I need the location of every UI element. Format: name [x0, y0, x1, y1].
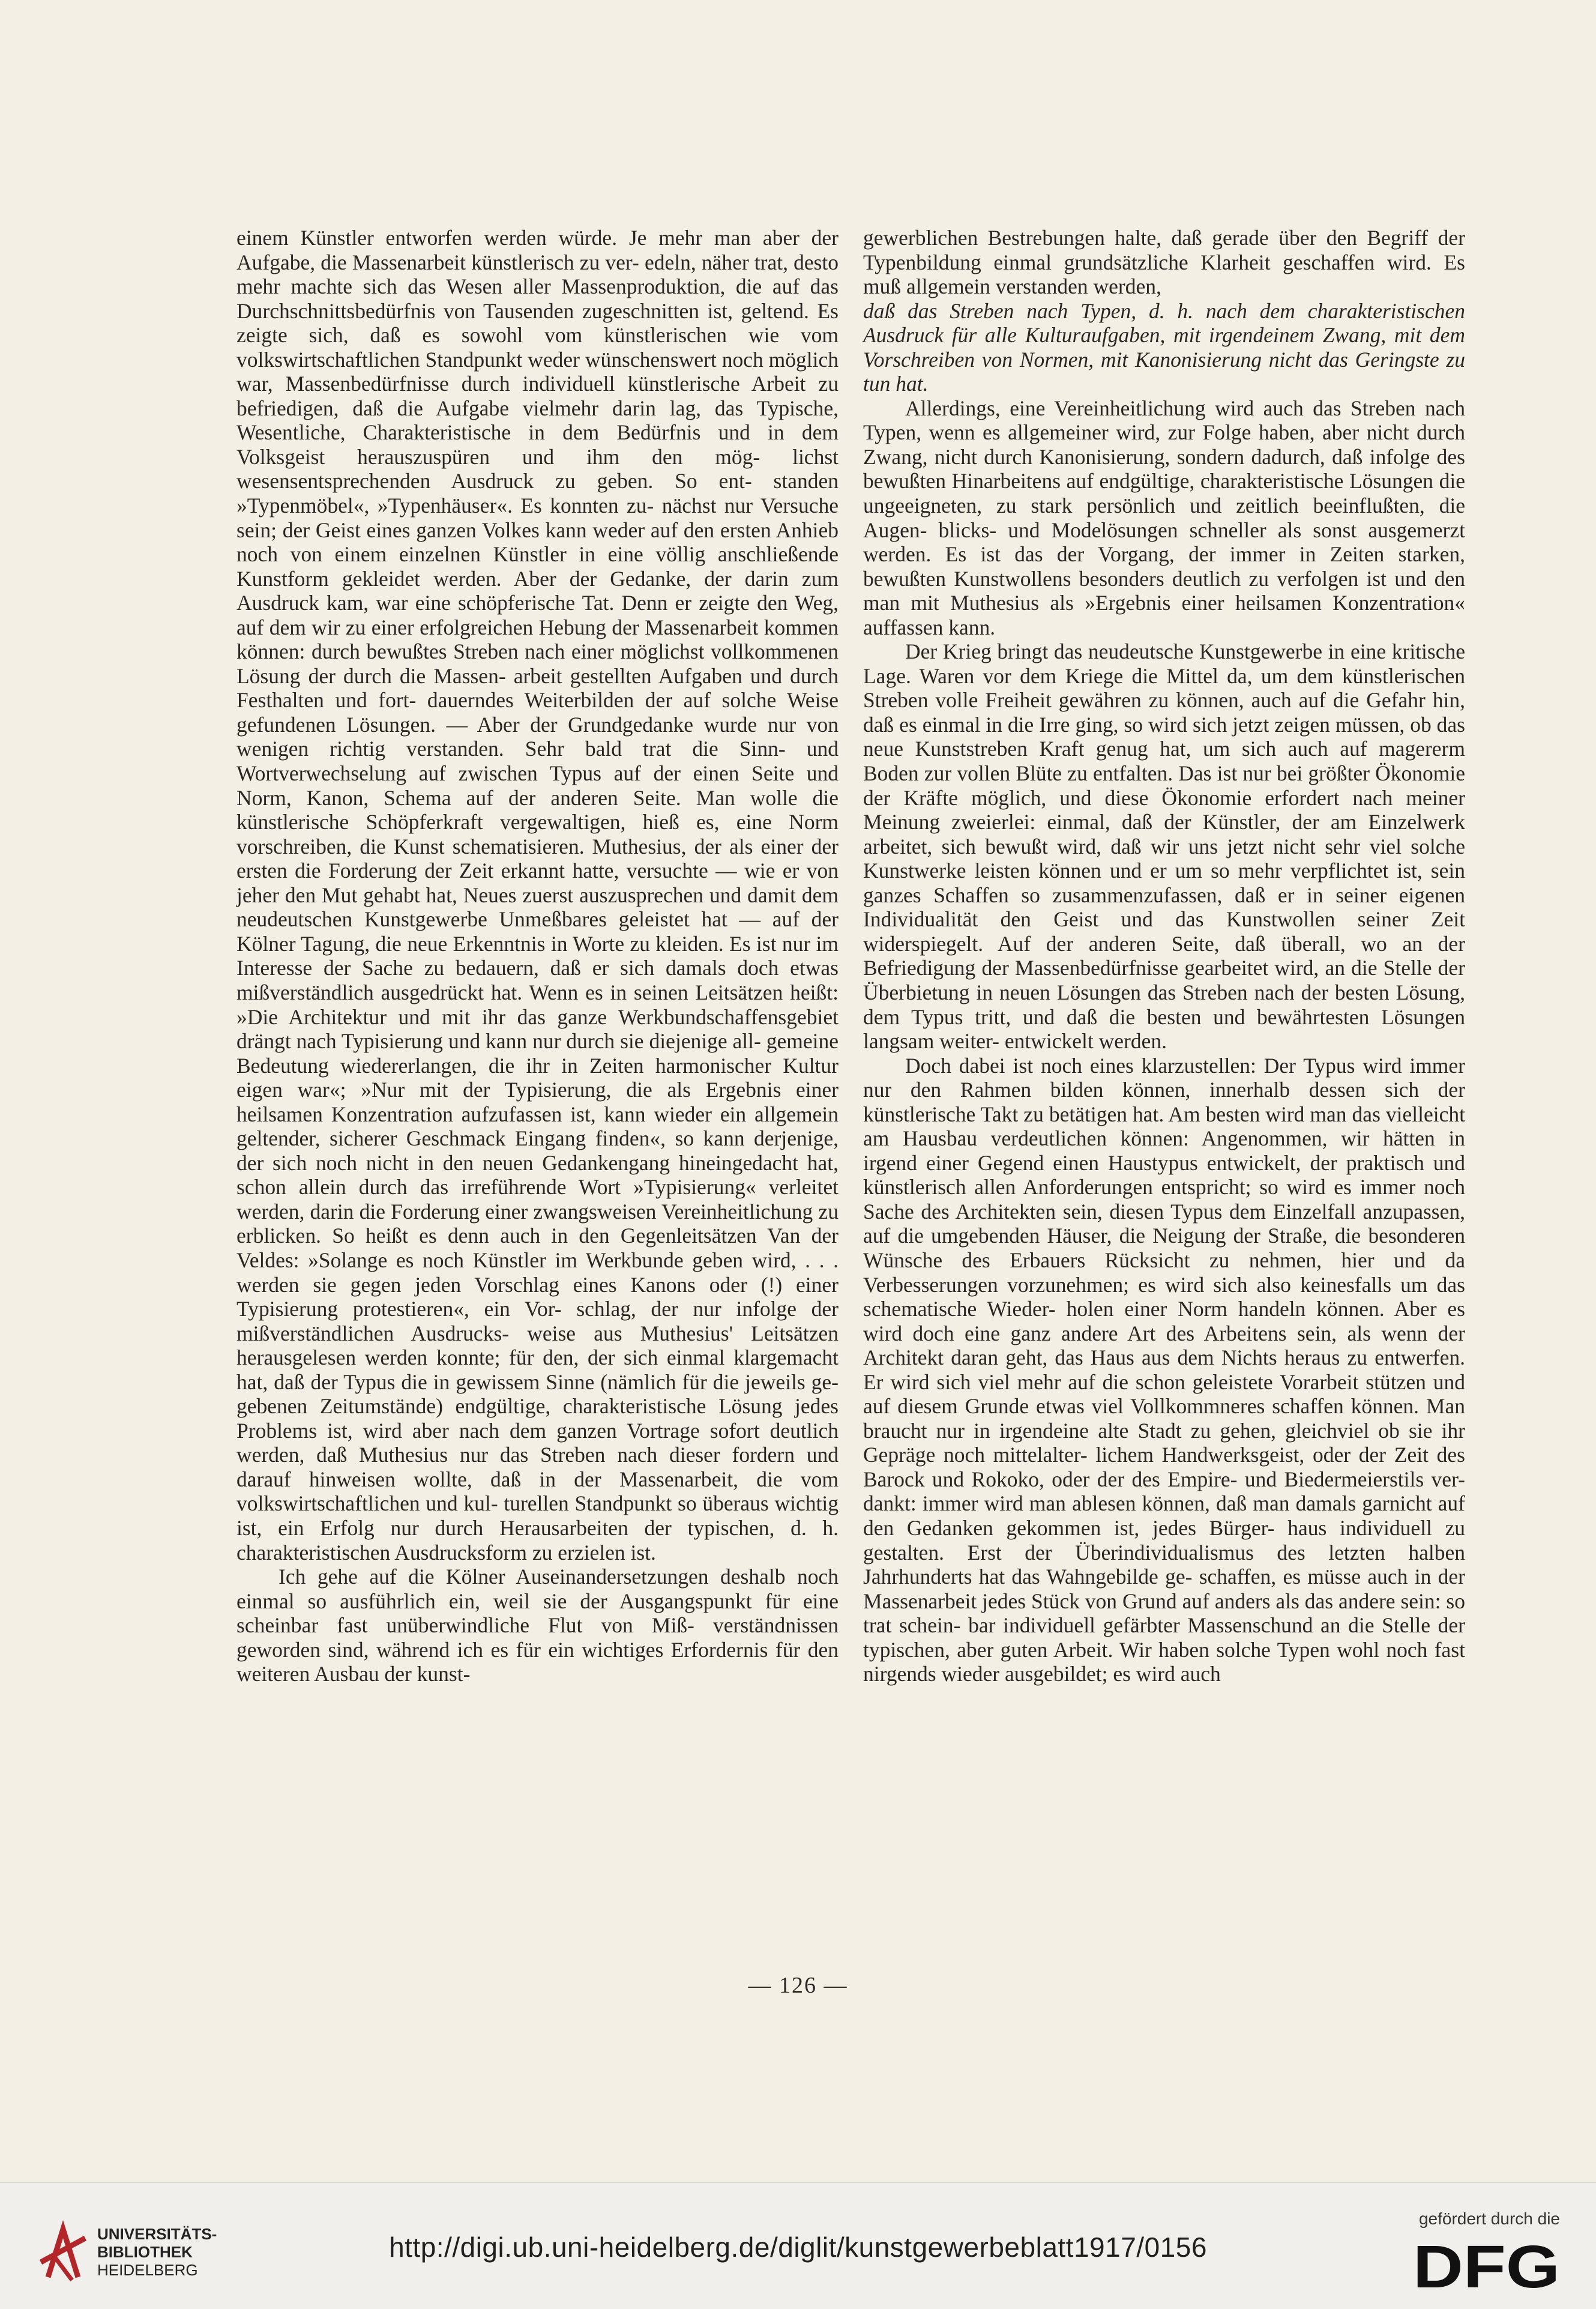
left-text-column — [236, 226, 839, 1686]
dfg-logo-icon — [1413, 2237, 1560, 2295]
library-name: UNIVERSITÄTS- BIBLIOTHEK HEIDELBERG — [97, 2225, 217, 2279]
dfg-logo-text: DFG — [1413, 2237, 1560, 2295]
paragraph: Ich gehe auf die Kölner Auseinandersetzungen deshalb noch einmal so ausführlich ein, weil sie der Ausgangspunkt für eine scheinbar fast unüberwindliche Flut von Miß- verständnissen geworden sind, während ich es für ein wichtiges Erfordernis für den weiteren Ausbau der kunst- — [236, 1565, 839, 1686]
emphasized-paragraph: daß das Streben nach Typen, d. h. nach dem charakteristischen Ausdruck für alle Kulturaufgaben, mit irgendeinem Zwang, mit dem Vorschreiben von Normen, mit Kanonisierung nicht das Geringste zu tun hat. — [863, 298, 1465, 396]
paragraph: gewerblichen Bestrebungen halte, daß gerade über den Begriff der Typenbildung einmal grundsätzliche Klarheit geschaffen wird. Es muß allgemein verstanden werden, — [863, 226, 1465, 299]
permalink-url[interactable]: http://digi.ub.uni-heidelberg.de/diglit/kunstgewerbeblatt1917/0156 — [389, 2232, 1207, 2263]
page-number: — 126 — — [748, 1973, 848, 1998]
paragraph: einem Künstler entworfen werden würde. Je mehr man aber der Aufgabe, die Massenarbeit künstlerisch zu ver- edeln, näher trat, desto mehr machte sich das Wesen aller Massenproduktion, die auf das Durchschnittsbedürfnis von Tausenden zugeschnitten ist, geltend. Es zeigte sich, daß es sowohl vom künstlerischen wie vom volkswirtschaftlichen Standpunkt weder wünschenswert noch möglich war, Massenbedürfnisse durch individuell künstlerische Arbeit zu befriedigen, daß die Aufgabe vielmehr darin lag, das Typische, Wesentliche, Charakteristische in dem Bedürfnis und in dem Volksgeist herauszuspüren und ihm den mög- lichst wesensentsprechenden Ausdruck zu geben. So ent- standen »Typenmöbel«, »Typenhäuser«. Es konnten zu- nächst nur Versuche sein; der Geist eines ganzen Volkes kann weder auf den ersten Anhieb noch von einem einzelnen Künstler in eine völlig anschließende Kunstform gekleidet werden. Aber der Gedanke, der darin zum Ausdruck kam, war eine schöpferische Tat. Denn er zeigte den Weg, auf dem wir zu einer erfolgreichen Hebung der Massenarbeit kommen können: durch bewußtes Streben nach einer möglichst vollkommenen Lösung der durch die Massen- arbeit gestellten Aufgaben und durch Festhalten und fort- dauerndes Weiterbilden der auf solche Weise gefundenen Lösungen. — Aber der Grundgedanke wurde nur von wenigen richtig verstanden. Sehr bald trat die Sinn- und Wortverwechselung auf zwischen Typus auf der einen Seite und Norm, Kanon, Schema auf der anderen Seite. Man wolle die künstlerische Schöpferkraft vergewaltigen, hieß es, eine Norm vorschreiben, die Kunst schematisieren. Muthesius, der als einer der ersten die Forderung der Zeit erkannt hatte, versuchte — wie er von jeher den Mut gehabt hat, Neues zuerst auszusprechen und damit dem neudeutschen Kunstgewerbe Unmeßbares geleistet hat — auf der Kölner Tagung, die neue Erkenntnis in Worte zu kleiden. Es ist nur im Interesse der Sache zu bedauern, daß er sich damals doch etwas mißverständlich ausgedrückt hat. Wenn es in seinen Leitsätzen heißt: »Die Architektur und mit ihr das ganze Werkbundschaffensgebiet drängt nach Typisierung und kann nur durch sie diejenige all- gemeine Bedeutung wiedererlangen, die ihr in Zeiten harmonischer Kultur eigen war«; »Nur mit der Typisierung, die als Ergebnis einer heilsamen Konzentration aufzufassen ist, kann wieder ein allgemein geltender, sicherer Geschmack Eingang finden«, so kann derjenige, der sich noch nicht in den neuen Gedankengang hineingedacht hat, schon allein durch das irreführende Wort »Typisierung« verleitet werden, darin die Forderung einer zwangsweisen Vereinheitlichung zu erblicken. So heißt es denn auch in den Gegenleitsätzen Van der Veldes: »Solange es noch Künstler im Werkbunde geben wird, . . . werden sie gegen jeden Vorschlag eines Kanons oder (!) einer Typisierung protestieren«, ein Vor- schlag, der nur infolge der mißverständlichen Ausdrucks- weise aus Muthesius' Leitsätzen herausgelesen werden konnte; für den, der sich einmal klargemacht hat, daß der Typus die in gewissem Sinne (nämlich für die jeweils ge- gebenen Zeitumstände) endgültige, charakteristische Lösung jedes Problems ist, wird aber nach dem ganzen Vortrage sofort deutlich werden, daß Muthesius nur das Streben nach dieser fordern und darauf hinweisen wollte, daß in der Massenarbeit, die vom volkswirtschaftlichen und kul- turellen Standpunkt so überaus wichtig ist, ein Erfolg nur durch Herausarbeiten der typischen, d. h. charakteristischen Ausdrucksform zu erzielen ist. — [236, 226, 839, 1565]
paragraph: Der Krieg bringt das neudeutsche Kunstgewerbe in eine kritische Lage. Waren vor dem Kriege die Mittel da, um dem künstlerischen Streben volle Freiheit gewähren zu können, auch auf die Gefahr hin, daß es einmal in die Irre ging, so wird sich jetzt zeigen müssen, ob das neue Kunststreben Kraft genug hat, um sich auch auf magererm Boden zur vollen Blüte zu entfalten. Das ist nur bei größter Ökonomie der Kräfte möglich, und diese Ökonomie erfordert nach meiner Meinung zweierlei: einmal, daß der Künstler, der am Einzelwerk arbeitet, sich bewußt wird, daß wir uns jetzt nicht sehr viel solche Kunstwerke leisten können und er um so mehr verpflichtet ist, sein ganzes Schaffen so zusammenzufassen, daß er in seiner eigenen Individualität den Geist und das Kunstwollen seiner Zeit widerspiegelt. Auf der anderen Seite, daß überall, wo an der Befriedigung der Massenbedürfnisse gearbeitet wird, an die Stelle der Überbietung in neuen Lösungen das Streben nach der besten Lösung, dem Typus tritt, und daß die besten und bewährtesten Lösungen langsam weiter- entwickelt werden. — [863, 639, 1465, 1054]
funding-caption: gefördert durch die — [1418, 2209, 1560, 2228]
paragraph: Doch dabei ist noch eines klarzustellen: Der Typus wird immer nur den Rahmen bilden können, innerhalb dessen sich der künstlerische Takt zu betätigen hat. Am besten wird man das vielleicht am Hausbau verdeutlichen können: Angenommen, wir hätten in irgend einer Gegend einen Haustypus entwickelt, der praktisch und künstlerisch allen Anforderungen entspricht; so wird es immer noch Sache des Architekten sein, diesen Typus dem Einzelfall anzupassen, auf die umgebenden Häuser, die Neigung der Straße, die besonderen Wünsche des Erbauers Rücksicht zu nehmen, hier und da Verbesserungen vorzunehmen; es wird sich also keinesfalls um das schematische Wieder- holen einer Norm handeln können. Aber es wird doch eine ganz andere Art des Arbeitens sein, als wenn der Architekt daran geht, das Haus aus dem Nichts heraus zu entwerfen. Er wird sich viel mehr auf die schon geleistete Vorarbeit stützen und auf diesem Grunde etwas viel Vollkommneres schaffen können. Man braucht nur in irgendeine alte Stadt zu gehen, gleichviel ob sie ihr Gepräge noch mittelalter- lichem Handwerksgeist, oder der Zeit des Barock und Rokoko, oder der des Empire- und Biedermeierstils ver- dankt: immer wird man ablesen können, daß man damals garnicht auf den Gedanken gekommen ist, jedes Bürger- haus individuell zu gestalten. Erst der Überindividualismus des letzten halben Jahrhunderts hat das Wahngebilde ge- schaffen, es müsse auch in der Massenarbeit jedes Stück von Grund auf anders als das andere sein: so trat schein- bar individuell gefärbter Massenschund an die Stelle der typischen, aber guten Arbeit. Wir haben solche Typen wohl noch fast nirgends wieder ausgebildet; es wird auch — [863, 1053, 1465, 1686]
right-text-column — [863, 226, 1465, 1686]
paragraph: Allerdings, eine Vereinheitlichung wird auch das Streben nach Typen, wenn es allgemeiner wird, zur Folge haben, aber nicht durch Zwang, nicht durch Kanonisierung, sondern dadurch, daß infolge des bewußten Hinarbeitens auf endgültige, charakteristische Lösungen die ungeeigneten, zu stark persönlich und zeitlich beeinflußten, die Augen- blicks- und Modelösungen schneller als sonst ausgemerzt werden. Es ist das der Vorgang, der immer in Zeiten starken, bewußten Kunstwollens besonders deutlich zu verfolgen ist und den man mit Muthesius als »Ergebnis einer heilsamen Konzentration« auffassen kann. — [863, 396, 1465, 639]
